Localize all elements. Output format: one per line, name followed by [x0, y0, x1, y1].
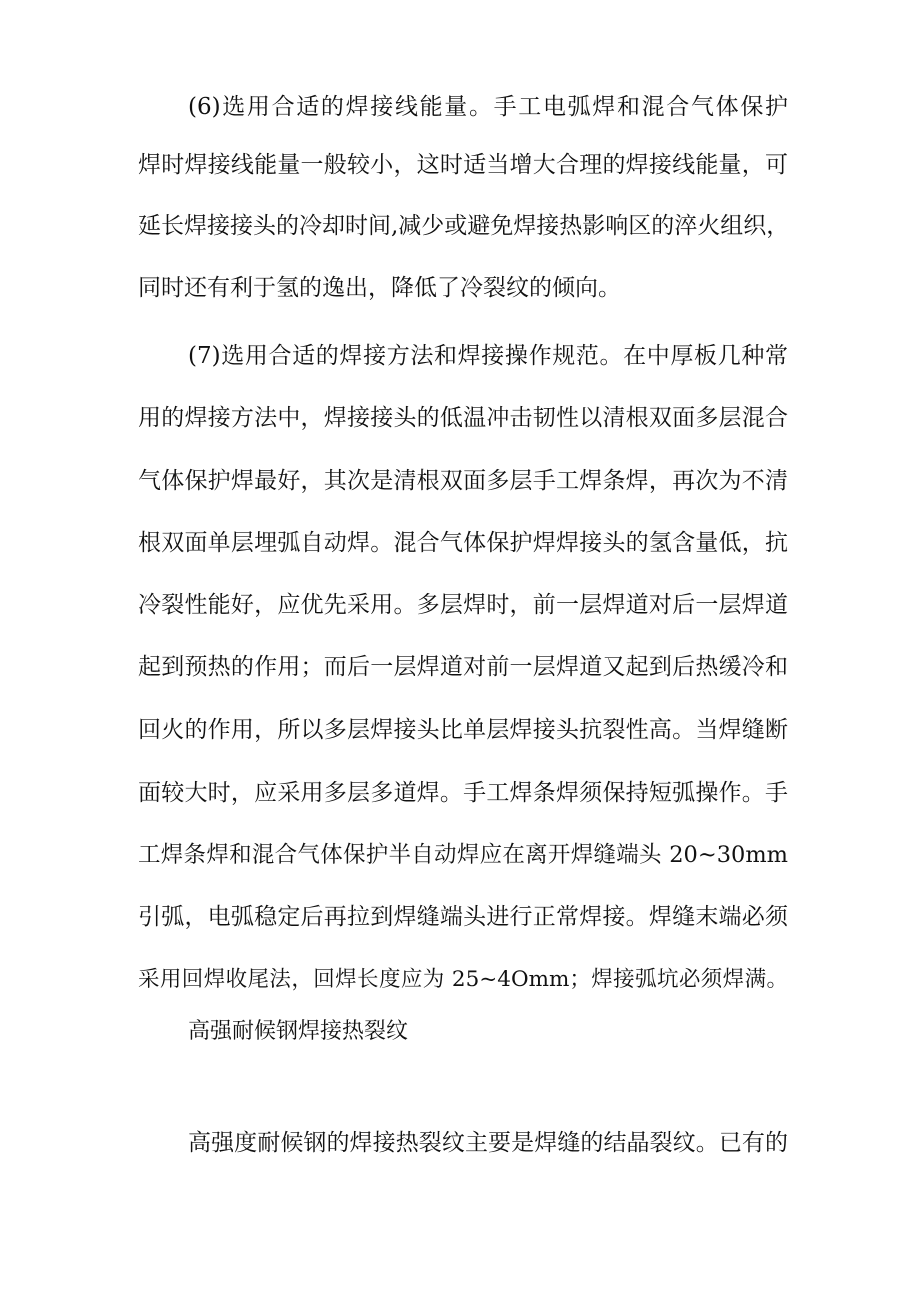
paragraph-7-line-10: 引弧，电弧稳定后再拉到焊缝端头进行正常焊接。焊缝末端必须 [138, 904, 788, 930]
paragraph-7-line-11: 采用回焊收尾法，回焊长度应为 25~4Omm；焊接弧坑必须焊满。 [138, 967, 788, 992]
paragraph-7-line-8: 面较大时，应采用多层多道焊。手工焊条焊须保持短弧操作。手 [138, 780, 788, 806]
paragraph-7-line-9: 工焊条焊和混合气体保护半自动焊应在离开焊缝端头 20~30mm [138, 842, 788, 868]
paragraph-hot-crack-line-1: 高强度耐候钢的焊接热裂纹主要是焊缝的结晶裂纹。已有的 [188, 1130, 788, 1156]
paragraph-6-line-2: 焊时焊接线能量一般较小，这时适当增大合理的焊接线能量，可 [138, 152, 788, 178]
paragraph-7-line-5: 冷裂性能好，应优先采用。多层焊时，前一层焊道对后一层焊道 [138, 592, 788, 618]
paragraph-7-line-2: 用的焊接方法中，焊接接头的低温冲击韧性以清根双面多层混合 [138, 405, 788, 431]
paragraph-6-line-4: 同时还有利于氢的逸出，降低了冷裂纹的倾向。 [138, 275, 621, 301]
section-heading: 高强耐候钢焊接热裂纹 [188, 1019, 409, 1044]
paragraph-6-line-3: 延长焊接接头的冷却时间,减少或避免焊接热影响区的淬火组织， [138, 213, 790, 239]
paragraph-6-line-1: (6)选用合适的焊接线能量。手工电弧焊和混合气体保护 [188, 94, 788, 120]
paragraph-7-line-1: (7)选用合适的焊接方法和焊接操作规范。在中厚板几种常 [188, 343, 788, 369]
paragraph-7-line-7: 回火的作用，所以多层焊接头比单层焊接头抗裂性高。当焊缝断 [138, 717, 788, 743]
paragraph-7-line-6: 起到预热的作用；而后一层焊道对前一层焊道又起到后热缓冷和 [138, 654, 788, 680]
paragraph-7-line-4: 根双面单层埋弧自动焊。混合气体保护焊焊接头的氢含量低，抗 [138, 530, 788, 556]
paragraph-7-line-3: 气体保护焊最好，其次是清根双面多层手工焊条焊，再次为不清 [138, 468, 788, 494]
